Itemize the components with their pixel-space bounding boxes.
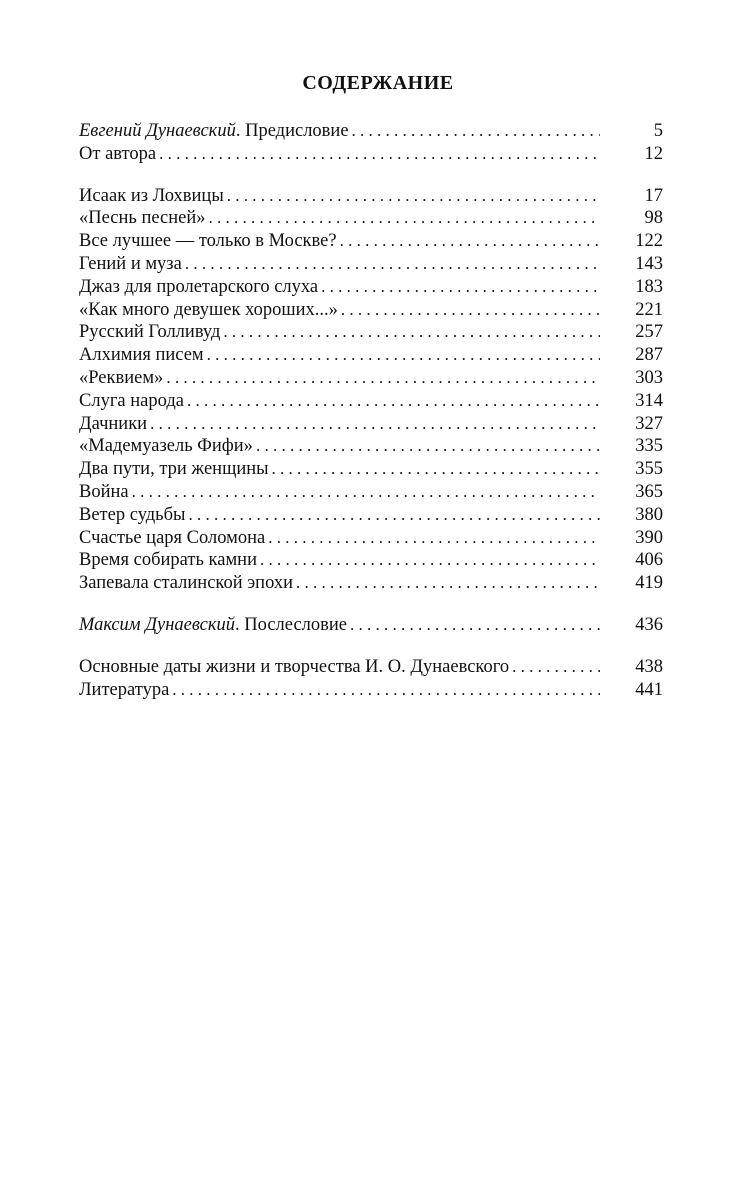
- toc-entry-title: «Песнь песней»: [79, 208, 206, 229]
- dot-leader: [272, 458, 600, 481]
- table-of-contents: [79, 120, 663, 701]
- dot-leader: [512, 656, 600, 679]
- dot-leader: [260, 549, 600, 572]
- toc-entry[interactable]: [79, 413, 663, 436]
- dot-leader: [352, 120, 600, 143]
- dot-leader: [185, 253, 600, 276]
- toc-entry-page: 143: [635, 253, 663, 274]
- toc-entry[interactable]: [79, 390, 663, 413]
- dot-leader: [166, 367, 600, 390]
- toc-entry[interactable]: [79, 458, 663, 481]
- toc-entry-page: 327: [635, 413, 663, 434]
- dot-leader: [172, 679, 600, 702]
- dot-leader: [132, 481, 600, 504]
- toc-group-afterword: [79, 614, 663, 637]
- dot-leader: [188, 504, 600, 527]
- dot-leader: [223, 321, 600, 344]
- toc-entry-page: 438: [635, 656, 663, 677]
- dot-leader: [207, 344, 600, 367]
- toc-entry-title: От автора: [79, 143, 157, 164]
- toc-entry-title: «Мадемуазель Фифи»: [79, 436, 253, 457]
- toc-entry-title: Джаз для пролетарского слуха: [79, 276, 319, 297]
- dot-leader: [296, 572, 600, 595]
- toc-entry[interactable]: [79, 253, 663, 276]
- dot-leader: [159, 143, 600, 166]
- toc-entry[interactable]: [79, 527, 663, 550]
- toc-group-appendices: [79, 656, 663, 702]
- toc-entry-title: Слуга народа: [79, 390, 184, 411]
- toc-entry[interactable]: [79, 143, 663, 166]
- toc-entry[interactable]: [79, 230, 663, 253]
- toc-entry-page: 335: [635, 436, 663, 457]
- toc-entry-author: Евгений Дунаевский: [79, 121, 236, 141]
- dot-leader: [350, 614, 600, 637]
- toc-entry-page: 221: [635, 299, 663, 320]
- toc-entry-page: 122: [635, 231, 663, 252]
- toc-entry-title: Евгений Дунаевский. Предисловие: [79, 121, 349, 141]
- toc-entry-title: Исаак из Лохвицы: [79, 185, 224, 206]
- toc-entry[interactable]: [79, 299, 663, 322]
- dot-leader: [340, 230, 600, 253]
- toc-entry-title: Литература: [79, 679, 170, 700]
- toc-entry[interactable]: [79, 504, 663, 527]
- toc-entry[interactable]: [79, 435, 663, 458]
- toc-entry-page: 365: [635, 481, 663, 502]
- toc-entry-title: Гений и муза: [79, 253, 182, 274]
- toc-entry-page: 12: [644, 143, 663, 164]
- dot-leader: [209, 207, 600, 230]
- toc-entry-title: Запевала сталинской эпохи: [79, 573, 294, 594]
- toc-entry-page: 303: [635, 367, 663, 388]
- toc-entry-page: 355: [635, 459, 663, 480]
- toc-entry[interactable]: [79, 344, 663, 367]
- page-title: СОДЕРЖАНИЕ: [302, 72, 454, 94]
- toc-entry-title: Русский Голливуд: [79, 322, 221, 343]
- toc-entry-title: Два пути, три женщины: [79, 459, 269, 480]
- toc-entry[interactable]: [79, 276, 663, 299]
- toc-entry-page: 419: [635, 573, 663, 594]
- toc-entry-title: Ветер судьбы: [79, 504, 186, 525]
- dot-leader: [227, 185, 600, 208]
- toc-entry-page: 183: [635, 276, 663, 297]
- toc-group-chapters: [79, 185, 663, 595]
- toc-entry-page: 287: [635, 345, 663, 366]
- toc-entry-page: 98: [644, 208, 663, 229]
- toc-entry-title: Максим Дунаевский. Послесловие: [79, 614, 347, 635]
- toc-entry-title: Основные даты жизни и творчества И. О. Дунаевского: [79, 656, 510, 677]
- toc-entry[interactable]: [79, 185, 663, 208]
- toc-entry[interactable]: [79, 481, 663, 504]
- toc-entry[interactable]: [79, 207, 663, 230]
- toc-group-front-matter: [79, 120, 663, 166]
- toc-entry[interactable]: [79, 321, 663, 344]
- toc-entry-title: «Реквием»: [79, 367, 164, 388]
- toc-entry-title: «Как много девушек хороших...»: [79, 299, 338, 320]
- toc-entry-page: 257: [635, 322, 663, 343]
- toc-entry-title: Алхимия писем: [79, 345, 204, 366]
- toc-entry[interactable]: [79, 120, 663, 143]
- dot-leader: [256, 435, 600, 458]
- toc-entry[interactable]: [79, 572, 663, 595]
- toc-entry-title: Время собирать камни: [79, 550, 257, 571]
- toc-entry-page: 5: [653, 121, 663, 141]
- toc-entry-title: Счастье царя Соломона: [79, 527, 266, 548]
- dot-leader: [341, 299, 600, 322]
- toc-entry[interactable]: [79, 679, 663, 702]
- dot-leader: [187, 390, 600, 413]
- toc-entry-page: 390: [635, 527, 663, 548]
- toc-entry[interactable]: [79, 367, 663, 390]
- toc-entry-page: 380: [635, 504, 663, 525]
- toc-entry[interactable]: [79, 614, 663, 637]
- toc-entry-title: Война: [79, 481, 129, 502]
- toc-entry-page: 406: [635, 550, 663, 571]
- toc-entry-page: 436: [635, 614, 663, 635]
- toc-entry[interactable]: [79, 656, 663, 679]
- toc-entry-page: 314: [635, 390, 663, 411]
- dot-leader: [150, 413, 600, 436]
- dot-leader: [268, 527, 600, 550]
- toc-entry-title: Все лучшее — только в Москве?: [79, 231, 337, 252]
- toc-entry-author: Максим Дунаевский: [79, 614, 236, 635]
- dot-leader: [321, 276, 600, 299]
- toc-entry-page: 17: [644, 185, 663, 206]
- toc-entry-title: Дачники: [79, 413, 148, 434]
- toc-entry[interactable]: [79, 549, 663, 572]
- toc-entry-page: 441: [635, 679, 663, 700]
